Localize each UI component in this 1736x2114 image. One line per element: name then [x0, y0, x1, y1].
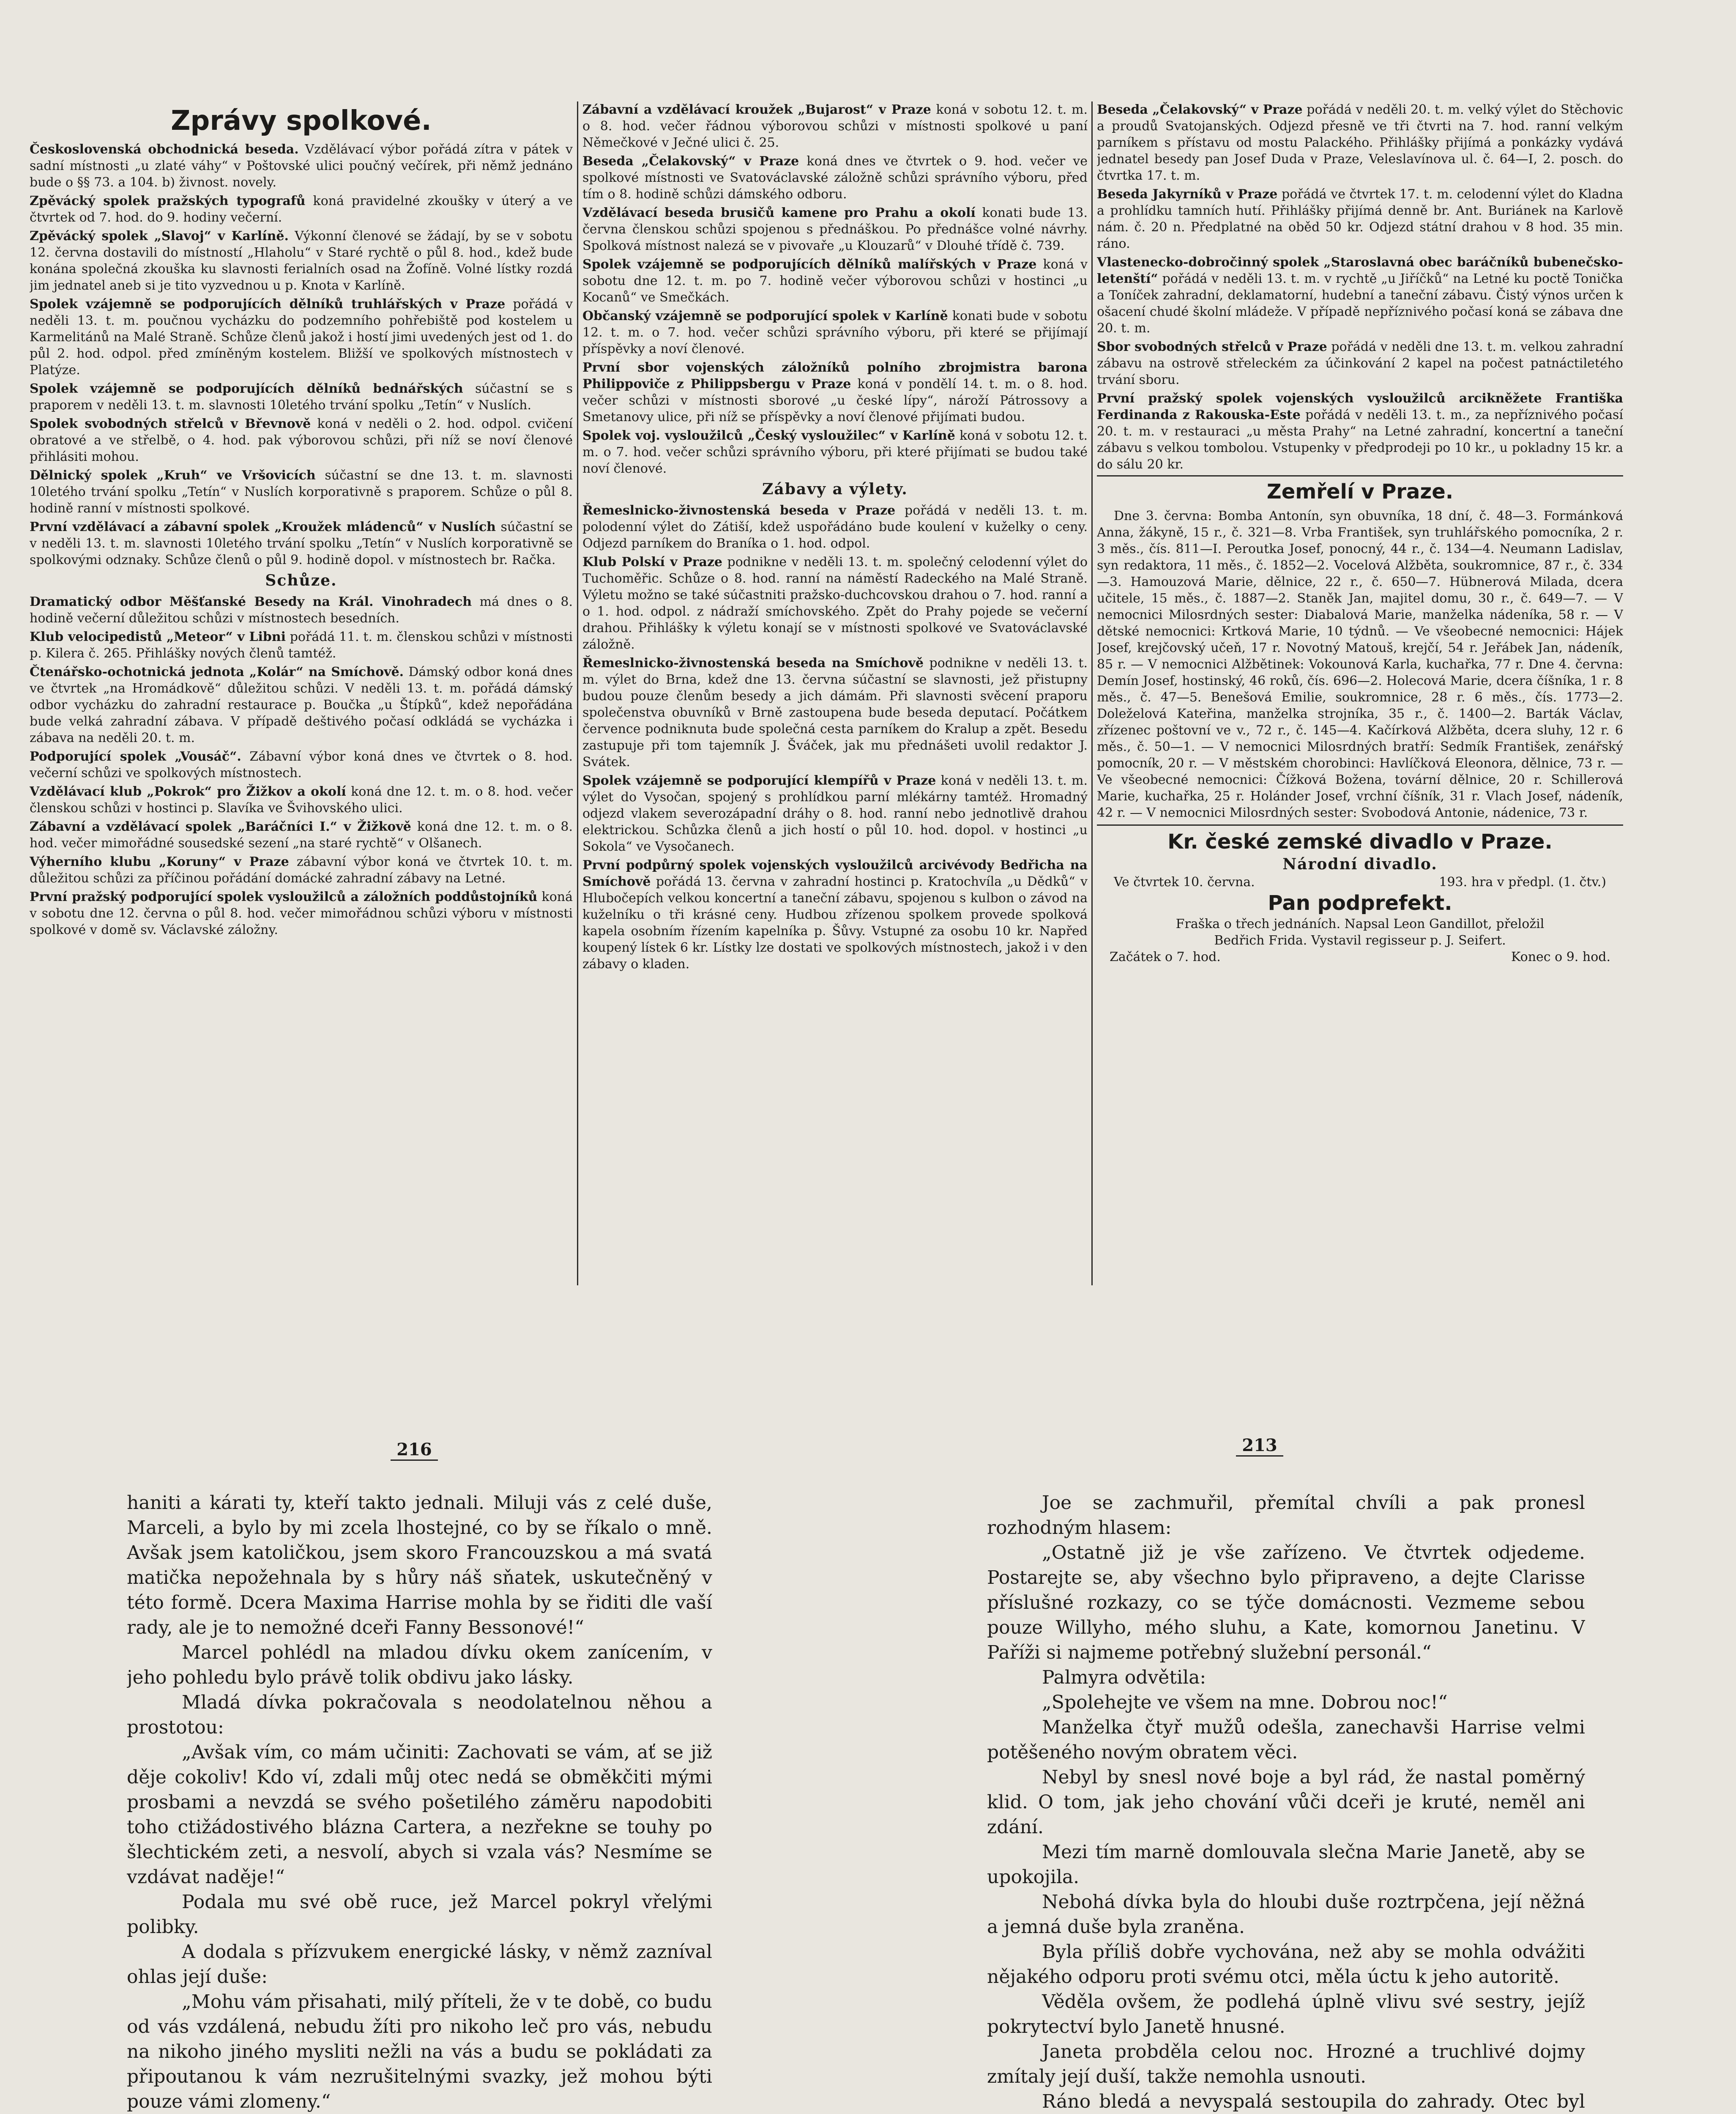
- news-item-text: má dnes o 8. hodině večerní důležitou schůzi v místnostech besedních.: [30, 594, 573, 626]
- news-item: [30, 854, 573, 887]
- news-item: [1097, 186, 1623, 252]
- news-item-text: súčastní se s praporem v neděli 13. t. m. slavnosti 10letého trvání spolku „Tetín“ v Nuslích.: [30, 381, 573, 413]
- novel-paragraph: A dodala s přízvukem energické lásky, v němž zazníval ohlas její duše:: [127, 1941, 712, 1988]
- news-item-heading: Vzdělávací beseda brusičů kamene pro Prahu a okolí: [582, 205, 976, 220]
- news-item: [582, 857, 1088, 972]
- novel-paragraph: Nebyl by snesl nové boje a byl rád, že nastal poměrný klid. O tom, jak jeho chování vůči dceři je kruté, neměl ani zdání.: [987, 1766, 1585, 1838]
- news-item-text: koná v pondělí 14. t. m. o 8. hod. večer schůzi v místnosti sborové „u české lípy“, nároží Pátrossovy a Smetanovy ulice, při níž se příspěvky a noví členové přijímati budou.: [582, 377, 1088, 424]
- left-paragraphs-1: [30, 141, 573, 568]
- news-item-text: pořádá ve čtvrtek 17. t. m. celodenní výlet do Kladna a prohlídku tamních hutí. Přihlášky přijímá denně br. Ant. Buriánek na Karlově nám. č. 20 n. Předplatné na oběd 50 kr. Odjezd státní drahou v 8 hod. 35 min. ráno.: [1097, 187, 1623, 251]
- news-item: [30, 467, 573, 517]
- news-item-heading: Řemeslnicko-živnostenská beseda na Smíchově: [582, 656, 924, 671]
- news-item: [582, 359, 1088, 425]
- news-item-text: Zábavní výbor koná dnes ve čtvrtek o 8. hod. večerní schůzi ve spolkových místnostech.: [30, 749, 573, 780]
- news-item-heading: Spolek voj. vysloužilců „Český vysloužilec“ v Karlíně: [582, 428, 955, 443]
- news-item: [582, 502, 1088, 552]
- news-item-text: konati bude v sobotu 12. t. m. o 7. hod. večer schůzi správního výboru, při které se přijímají příspěvky a noví členové.: [582, 309, 1088, 356]
- news-item-heading: První podpůrný spolek vojenských vysloužilců arcivévody Bedřicha na Smíchově: [582, 858, 1088, 889]
- theatre-date-row: [1097, 874, 1623, 890]
- play-description-2: Bedřich Frida. Vystavil regisseur p. J. Seifert.: [1214, 933, 1506, 948]
- column-rule: [1091, 101, 1093, 1285]
- news-item: [30, 629, 573, 662]
- novel-paragraph: Mladá dívka pokračovala s neodolatelnou něhou a prostotou:: [127, 1692, 712, 1738]
- novel-paragraph: Manželka čtyř mužů odešla, zanechavši Harrise velmi potěšeného novým obratem věci.: [987, 1717, 1585, 1763]
- novel-paragraph: haniti a kárati ty, kteří takto jednali. Miluji vás z celé duše, Marceli, a bylo by mi zcela lhostejné, co by se říkalo o mně. Avšak jsem katoličkou, jsem skoro Francouzskou a má svatá matička nepožehnala by s hůry náš sňatek, uskutečněný v této formě. Dcera Maxima Harrise mohla by se řiditi dle vaší rady, ale je to nemožné dceři Fanny Bessonové!“: [127, 1492, 712, 1638]
- news-item: [30, 819, 573, 852]
- news-item-heading: Zpěvácký spolek „Slavoj“ v Karlíně.: [30, 229, 289, 244]
- news-item-text: pořádá 13. června v zahradní hostinci p. Kratochvíla „u Dědků“ v Hlubočepích velkou koncertní a taneční zábavu, spojenou s kulbon o závod na kuželníku o tři krásné ceny. Hudbou zřízenou spolkem provede spolková kapela osobním řízením kapelníka p. Šůvy. Vstupné za osobu 10 kr. Napřed koupený lístek 6 kr. Lístky lze dostati ve spolkových místnostech, jakož i v den zábavy o kladen.: [582, 874, 1088, 972]
- middle-paragraphs-1: [582, 101, 1088, 477]
- play-times: [1097, 949, 1623, 965]
- news-item-text: koná dne 12. t. m. o 8. hod. večer mimořádné sousedské sezení „na staré rychtě“ v Olšanech.: [30, 819, 573, 851]
- news-item-text: pořádá v neděli 13. t. m. v rychtě „u Jiříčků“ na Letné ku poctě Tonička a Toníček zahradní, deklamatorní, hudební a taneční zábavu. Čistý výnos určen k ošacení chudé školní mládeže. V případě nepříznivého počasí koná se zábava dne 20. t. m.: [1097, 271, 1623, 336]
- news-item-text: pořádá v neděli 20. t. m. velký výlet do Stěchovic a proudů Svatojanských. Odjezd přesně ve tři čtvrti na 7. hod. ranní velkým parníkem s přístavu od mostu Palackého. Přihlášky přijímá a ponkázky vydává jednatel besedy pan Josef Duda v Praze, Veleslavínova ul. č. 64—I, 2. posch. do čtvrtka 17. t. m.: [1097, 102, 1623, 183]
- news-item: [30, 296, 573, 378]
- news-item: [30, 783, 573, 816]
- news-item: [1097, 254, 1623, 337]
- news-item-heading: Spolek vzájemně se podporujících dělníků truhlářských v Praze: [30, 297, 506, 312]
- news-item: [30, 141, 573, 191]
- news-item: [1097, 390, 1623, 473]
- novel-paragraph: Byla příliš dobře vychována, než aby se mohla odvážiti nějakého odporu proti svému otci, měla úctu k jeho autoritě.: [987, 1941, 1585, 1988]
- news-item-text: koná pravidelné zkoušky v úterý a ve čtvrtek od 7. hod. do 9. hodiny večerní.: [30, 194, 573, 225]
- news-item: [30, 381, 573, 413]
- theatre-listing: [1097, 829, 1623, 965]
- play-description-1: Fraška o třech jednáních. Napsal Leon Gandillot, přeložil: [1176, 917, 1545, 931]
- news-item-text: koná v neděli 13. t. m. výlet do Vysočan, spojený s prohlídkou parní mlékárny tamtéž. Hromadný odjezd vlakem severozápadní dráhy o 8. hod. ranní nebo jednotlivě drahou elektrickou. Schůzka členů a jich hostí o půl 10. hod. dopol. v hostinci „u Sokola“ ve Vysočanech.: [582, 773, 1088, 854]
- news-item-heading: Spolek svobodných střelců v Břevnově: [30, 416, 311, 431]
- news-item-heading: První vzdělávací a zábavní spolek „Kroužek mládenců“ v Nuslích: [30, 520, 496, 534]
- news-item-text: konati bude 13. června členskou schůzi spojenou s přednáškou. Po přednášce volné návrhy. Spolková místnost nalezá se v pivovaře „u Klouzarů“ v Dlouhé třídě č. 739.: [582, 205, 1088, 253]
- news-column-left: [30, 101, 573, 1268]
- middle-paragraphs-2: [582, 502, 1088, 972]
- news-item: [582, 256, 1088, 306]
- news-item-heading: Sbor svobodných střelců v Praze: [1097, 340, 1327, 354]
- news-item-heading: Vzdělávací klub „Pokrok“ pro Žižkov a okolí: [30, 784, 346, 799]
- novel-paragraph: „Mohu vám přisahati, milý příteli, že v te době, co budu od vás vzdálená, nebudu žíti pro nikoho leč pro vás, nebudu na nikoho jiného mysliti nežli na vás a budu se pokládati za připoutanou k vám nezrušitelnými svazky, jež mohou býti pouze vámi zlomeny.“: [127, 1991, 712, 2112]
- news-item: [582, 655, 1088, 770]
- news-item-text: koná v sobotu dne 12. června o půl 8. hod. večer mimořádnou schůzi výboru v místnosti spolkové v domě sv. Václavské záložny.: [30, 890, 573, 937]
- news-item-heading: Řemeslnicko-živnostenská beseda v Praze: [582, 503, 896, 518]
- news-item: [582, 554, 1088, 653]
- news-item: [582, 205, 1088, 254]
- novel-paragraph: Věděla ovšem, že podlehá úplně vlivu své sestry, jejíž pokrytectví bylo Janetě hnusné.: [987, 1991, 1585, 2037]
- news-item-heading: Spolek vzájemně se podporující klempířů v Praze: [582, 773, 936, 788]
- news-item-heading: Klub Polskí v Praze: [582, 555, 723, 570]
- news-item-text: pořádá v neděli 13. t. m., za nepříznivého počasí 20. t. m. v restauraci „u města Prahy“ na Letné zahradní, koncertní a taneční zábavu s velkou tombolou. Vstupenky v předprodeji po 10 kr., u pokladny 15 kr. a do sálu 20 kr.: [1097, 408, 1623, 472]
- page-number-right: 213: [1217, 1435, 1302, 1457]
- news-item: [30, 889, 573, 938]
- section-title: Zprávy spolkové.: [171, 105, 432, 137]
- page-number-left: 216: [372, 1440, 457, 1461]
- news-item-heading: Podporující spolek „Vousáč“.: [30, 749, 241, 764]
- news-item: [30, 748, 573, 781]
- novel-page-right: [987, 1490, 1585, 2114]
- news-item-text: pořádá v neděli 13. t. m. poučnou vycházku do podzemního pohřebiště pod kostelem u Karmelitánů na Malé Straně. Schůze členů jakož i hostí jimi uvedených jest od 1. do půl 2. hod. odpol. před zmíněným kostelem. Bližší ve spolkových místnostech v Platýze.: [30, 297, 573, 378]
- news-item: [30, 664, 573, 746]
- news-item-text: Vzdělávací výbor pořádá zítra v pátek v sadní místnosti „u zlaté váhy“ v Poštovské ulici poučný večírek, při němž jednáno bude o §§ 73. a 104. b) živnost. novely.: [30, 142, 573, 190]
- news-item-text: koná dne 12. t. m. o 8. hod. večer členskou schůzi v hostinci p. Slavíka ve Švihovského ulici.: [30, 784, 573, 816]
- news-item-heading: Dělnický spolek „Kruh“ ve Vršovicích: [30, 468, 316, 483]
- news-item-text: podnikne v neděli 13. t. m. výlet do Brna, kdež dne 13. června súčastní se slavnosti, jež přistupny budou pouze členům besedy a jich dámám. Při slavnosti svěcení praporu společenstva obuvníků v Brně zastoupena bude beseda deputací. Počátkem července podniknuta bude společná cesta parníkem do Kralup a zpět. Besedu zastupuje při tom tajemník J. Šváček, jak mu přednášeti uvolil redaktor J. Svátek.: [582, 656, 1088, 769]
- novel-paragraph: Ráno bledá a nevyspalá sestoupila do zahrady. Otec byl: [1042, 2091, 1585, 2112]
- play-start: Začátek o 7. hod.: [1110, 950, 1221, 964]
- news-item: [582, 101, 1088, 151]
- news-item: [582, 153, 1088, 203]
- news-item-heading: Spolek vzájemně se podporujících dělníků bednářských: [30, 381, 463, 396]
- news-item-heading: Výherního klubu „Koruny“ v Praze: [30, 854, 289, 869]
- news-item-heading: Vlastenecko-dobročinný spolek „Staroslavná obec baráčníků bubenečsko-letenští“: [1097, 255, 1623, 286]
- novel-paragraph: Podala mu své obě ruce, jež Marcel pokryl vřelými polibky.: [127, 1891, 712, 1938]
- news-item-heading: První sbor vojenských záložníků polního zbrojmistra barona Philippoviče z Philippsbergu v Praze: [582, 360, 1088, 392]
- deaths-title: Zemřelí v Praze.: [1266, 480, 1454, 504]
- theatre-date: Ve čtvrtek 10. června.: [1114, 875, 1255, 890]
- news-item-text: súčastní se v neděli 13. t. m. slavnosti 10letého trvání spolku „Tetín“ v Nuslích korporativně se spolkovými odznaky. Schůze členů o půl 9. hodině dopol. v místnostech br. Račka.: [30, 520, 573, 567]
- section-subtitle: Schůze.: [265, 572, 337, 589]
- novel-paragraph: Palmyra odvětila:: [1042, 1667, 1206, 1688]
- news-item-heading: Čtenářsko-ochotnická jednota „Kolár“ na Smíchově.: [30, 665, 404, 679]
- divider: [1097, 475, 1623, 476]
- theatre-subscription: 193. hra v předpl. (1. čtv.): [1439, 875, 1606, 890]
- news-item: [30, 416, 573, 465]
- news-item-heading: První pražský spolek vojenských vysloužilců arcikněžete Františka Ferdinanda z Rakouska-Este: [1097, 391, 1623, 422]
- news-item-text: podnikne v neděli 13. t. m. společný celodenní výlet do Tuchoměřic. Schůze o 8. hod. ranní na náměstí Radeckého na Malé Straně. Výletu možno se také súčastniti pražsko-duchcovskou drahou o 7. hod. ranní a o 1. hod. odpol. z nádraží smíchovského. Zpět do Prahy pojede se večerní drahou. Přihlášky k výletu konají se v místnosti spolkové ve Svatováclavské záložně.: [582, 555, 1088, 652]
- theatre-title: Kr. české zemské divadlo v Praze.: [1167, 830, 1553, 854]
- news-item-text: pořádá v neděli 13. t. m. polodenní výlet do Zátiší, kdež uspořádáno bude koulení v kuželky o ceny. Odjezd parníkem do Braníka o 1. hod. odpol.: [582, 503, 1088, 551]
- novel-paragraph: Marcel pohlédl na mladou dívku okem zanícením, v jeho pohledu bylo právě tolik obdivu jako lásky.: [127, 1642, 712, 1688]
- news-item: [30, 519, 573, 568]
- novel-paragraph: Mezi tím marně domlouvala slečna Marie Janetě, aby se upokojila.: [987, 1841, 1585, 1888]
- news-item-heading: Spolek vzájemně se podporujících dělníků malířských v Praze: [582, 257, 1037, 272]
- news-item: [30, 228, 573, 294]
- news-item-heading: Beseda Jakyrníků v Praze: [1097, 187, 1278, 202]
- novel-paragraph: „Avšak vím, co mám učiniti: Zachovati se vám, ať se již děje cokoliv! Kdo ví, zdali můj otec nedá se obměkčiti mými prosbami a nevzdá se svého pošetilého záměru napodobiti toho ctižádostivého blázna Cartera, a nezřekne se touhy po šlechtickém zeti, a nesvolí, abych si vzala vás? Nesmíme se vzdávat naděje!“: [127, 1742, 712, 1888]
- news-item-heading: Československá obchodnická beseda.: [30, 142, 299, 157]
- news-item: [30, 193, 573, 226]
- novel-paragraph: Janeta probděla celou noc. Hrozné a truchlivé dojmy zmítaly její duší, takže nemohla usnouti.: [987, 2041, 1585, 2087]
- news-item: [1097, 339, 1623, 388]
- theatre-subtitle: Národní divadlo.: [1282, 855, 1438, 873]
- news-item-text: koná v sobotu 12. t. m. o 8. hod. večer řádnou výborovou schůzi v místnosti spolkové u paní Němečkové v Ječné ulici č. 25.: [582, 102, 1088, 150]
- news-item: [582, 427, 1088, 477]
- news-item-heading: Občanský vzájemně se podporující spolek v Karlíně: [582, 309, 948, 323]
- news-item-text: zábavní výbor koná ve čtvrtek 10. t. m. důležitou schůzi za příčinou pořádání domácké zahradní zábavy na Letné.: [30, 854, 573, 886]
- news-item-text: koná v sobotu 12. t. m. o 7. hod. večer schůzi správního výboru, při které přijímati se budou také noví členové.: [582, 428, 1088, 476]
- deaths-text: Dne 3. června: Bomba Antonín, syn obuvníka, 18 dní, č. 48—3. Formánková Anna, žákyně, 15 r., č. 321—8. Vrba František, syn truhlářského pomocníka, 2 r. 3 měs., čís. 811—I. Peroutka Josef, ponocný, 44 r., č. 134—4. Neumann Ladislav, syn redaktora, 11 měs., č. 1852—2. Vocelová Alžběta, soukromnice, 87 r., č. 334—3. Hamouzová Marie, dělnice, 22 r., č. 650—7. Hübnerová Milada, dcera učitele, 15 měs., č. 1887—2. Staněk Jan, majitel domu, 30 r., č. 649—7. — V nemocnici Milosrdných sester: Diabalová Marie, manželka nádeníka, 58 r. — V dětské nemocnici: Krtková Marie, 10 týdnů. — Ve všeobecné nemocnici: Hájek Josef, krejčovský učeň, 17 r. Novotný Matouš, krejčí, 54 r. Jeřábek Jan, nádeník, 85 r. — V nemocnici Alžbětinek: Vokounová Karla, kuchařka, 77 r. Dne 4. června: Demín Josef, hostinský, 46 roků, čís. 696—2. Holecová Marie, dcera číšníka, 1 r. 8 měs., č. 47—5. Benešová Emilie, soukromnice, 28 r. 6 měs., čís. 1773—2. Doleželová Kateřina, manželka strojníka, 35 r., č. 1400—2. Barták Václav, zřízenec poštovní ve v., 72 r., č. 145—4. Kačírková Alžběta, dcera sluhy, 12 r. 6 měs., č. 50—1. — V nemocnici Milosrdných bratří: Sedmík František, zenářský pomocník, 20 r. — V městském chorobinci: Havlíčková Eleonora, dělnice, 73 r. — Ve všeobecné nemocnici: Čížková Božena, tovární dělnice, 20 r. Schillerová Marie, kuchařka, 25 r. Holánder Josef, vrchní číšník, 31 r. Vlach Josef, nádeník, 42 r. — V nemocnici Milosrdných sester: Svobodová Antonie, nádenice, 73 r.: [1097, 509, 1623, 820]
- news-item-heading: Zábavní a vzdělávací spolek „Baráčníci I.“ v Žižkově: [30, 819, 411, 834]
- news-item: [582, 772, 1088, 855]
- news-item: [582, 308, 1088, 357]
- divider: [1097, 824, 1623, 826]
- news-item-text: súčastní se dne 13. t. m. slavnosti 10letého trvání spolku „Tetín“ v Nuslích korporativně s praporem. Schůze o půl 8. hodině ranní v místnosti spolkové.: [30, 468, 573, 516]
- news-item-heading: Beseda „Čelakovský“ v Praze: [582, 154, 799, 169]
- news-item-text: koná v sobotu dne 12. t. m. po 7. hodině večer výborovou schůzi v hostinci „u Kocanů“ ve Smečkách.: [582, 257, 1088, 305]
- news-item: [1097, 101, 1623, 184]
- novel-paragraph: „Ostatně již je vše zařízeno. Ve čtvrtek odjedeme. Postarejte se, aby všechno bylo připraveno, a dejte Clarisse příslušné rozkazy, co se týče domácnosti. Vezmeme sebou pouze Willyho, mého sluhu, a Kate, komornou Janetinu. V Paříži si najmeme potřebný služební personál.“: [987, 1542, 1585, 1663]
- news-item-heading: První pražský podporující spolek vysloužilců a záložních poddůstojníků: [30, 890, 538, 904]
- news-item: [30, 594, 573, 627]
- right-paragraphs: [1097, 101, 1623, 473]
- news-item-text: koná v neděli o 2. hod. odpol. cvičení obratové a ve střelbě, o 4. hod. pak výborovou schůzi, při níž se noví členové přihlásiti mohou.: [30, 416, 573, 464]
- news-item-text: Výkonní členové se žádají, by se v sobotu 12. června dostavili do místností „Hlaholu“ v Staré rychtě o půl 8. hod., kdež bude konána společná zkouška ku slavnosti ferialních osad na Žofíně. Volné lístky rozdá jim jednatel aneb si je tito vyzvednou u p. Knota v Karlíně.: [30, 229, 573, 293]
- news-item-heading: Zábavní a vzdělávací kroužek „Bujarost“ v Praze: [582, 102, 931, 117]
- novel-paragraph: Nebohá dívka byla do hloubi duše roztrpčena, její něžná a jemná duše byla zraněna.: [987, 1891, 1585, 1938]
- news-item-heading: Beseda „Čelakovský“ v Praze: [1097, 102, 1303, 117]
- news-column-middle: [582, 101, 1088, 1268]
- news-item-text: pořádá 11. t. m. členskou schůzi v místnosti p. Kilera č. 265. Přihlášky nových členů tamtéž.: [30, 630, 573, 661]
- section-subtitle: Zábavy a výlety.: [762, 480, 908, 498]
- news-item-text: pořádá v neděli dne 13. t. m. velkou zahradní zábavu na ostrově střeleckém za účinkování 2 kapel na počest patnáctiletého trvání sboru.: [1097, 340, 1623, 387]
- novel-paragraph: Joe se zachmuřil, přemítal chvíli a pak pronesl rozhodným hlasem:: [987, 1492, 1585, 1539]
- novel-paragraph: „Spolehejte ve všem na mne. Dobrou noc!“: [1042, 1692, 1448, 1713]
- news-column-right: [1097, 101, 1623, 1285]
- news-item-text: koná dnes ve čtvrtek o 9. hod. večer ve spolkové místnosti ve Svatováclavské záložně schůzi správního výboru, před tím o 8. hodině schůzi dámského odboru.: [582, 154, 1088, 202]
- left-paragraphs-2: [30, 594, 573, 938]
- play-title: Pan podprefekt.: [1268, 891, 1452, 915]
- news-item-heading: Dramatický odbor Měšťanské Besedy na Král. Vinohradech: [30, 594, 472, 609]
- play-end: Konec o 9. hod.: [1511, 950, 1610, 964]
- novel-page-left: [127, 1490, 712, 2114]
- news-item-text: Dámský odbor koná dnes ve čtvrtek „na Hromádkově“ důležitou schůzi. V neděli 13. t. m. pořádá dámský odbor vycházku do zahradní restaurace p. Boučka „u Štípků“, kdež nepořádána bude velká zahradní zábava. V případě deštivého počasí odkládá se vycházka i zábava na neděli 20. t. m.: [30, 665, 573, 745]
- news-item-heading: Zpěvácký spolek pražských typografů: [30, 194, 306, 208]
- column-rule: [577, 101, 578, 1285]
- news-item-heading: Klub velocipedistů „Meteor“ v Libni: [30, 630, 286, 644]
